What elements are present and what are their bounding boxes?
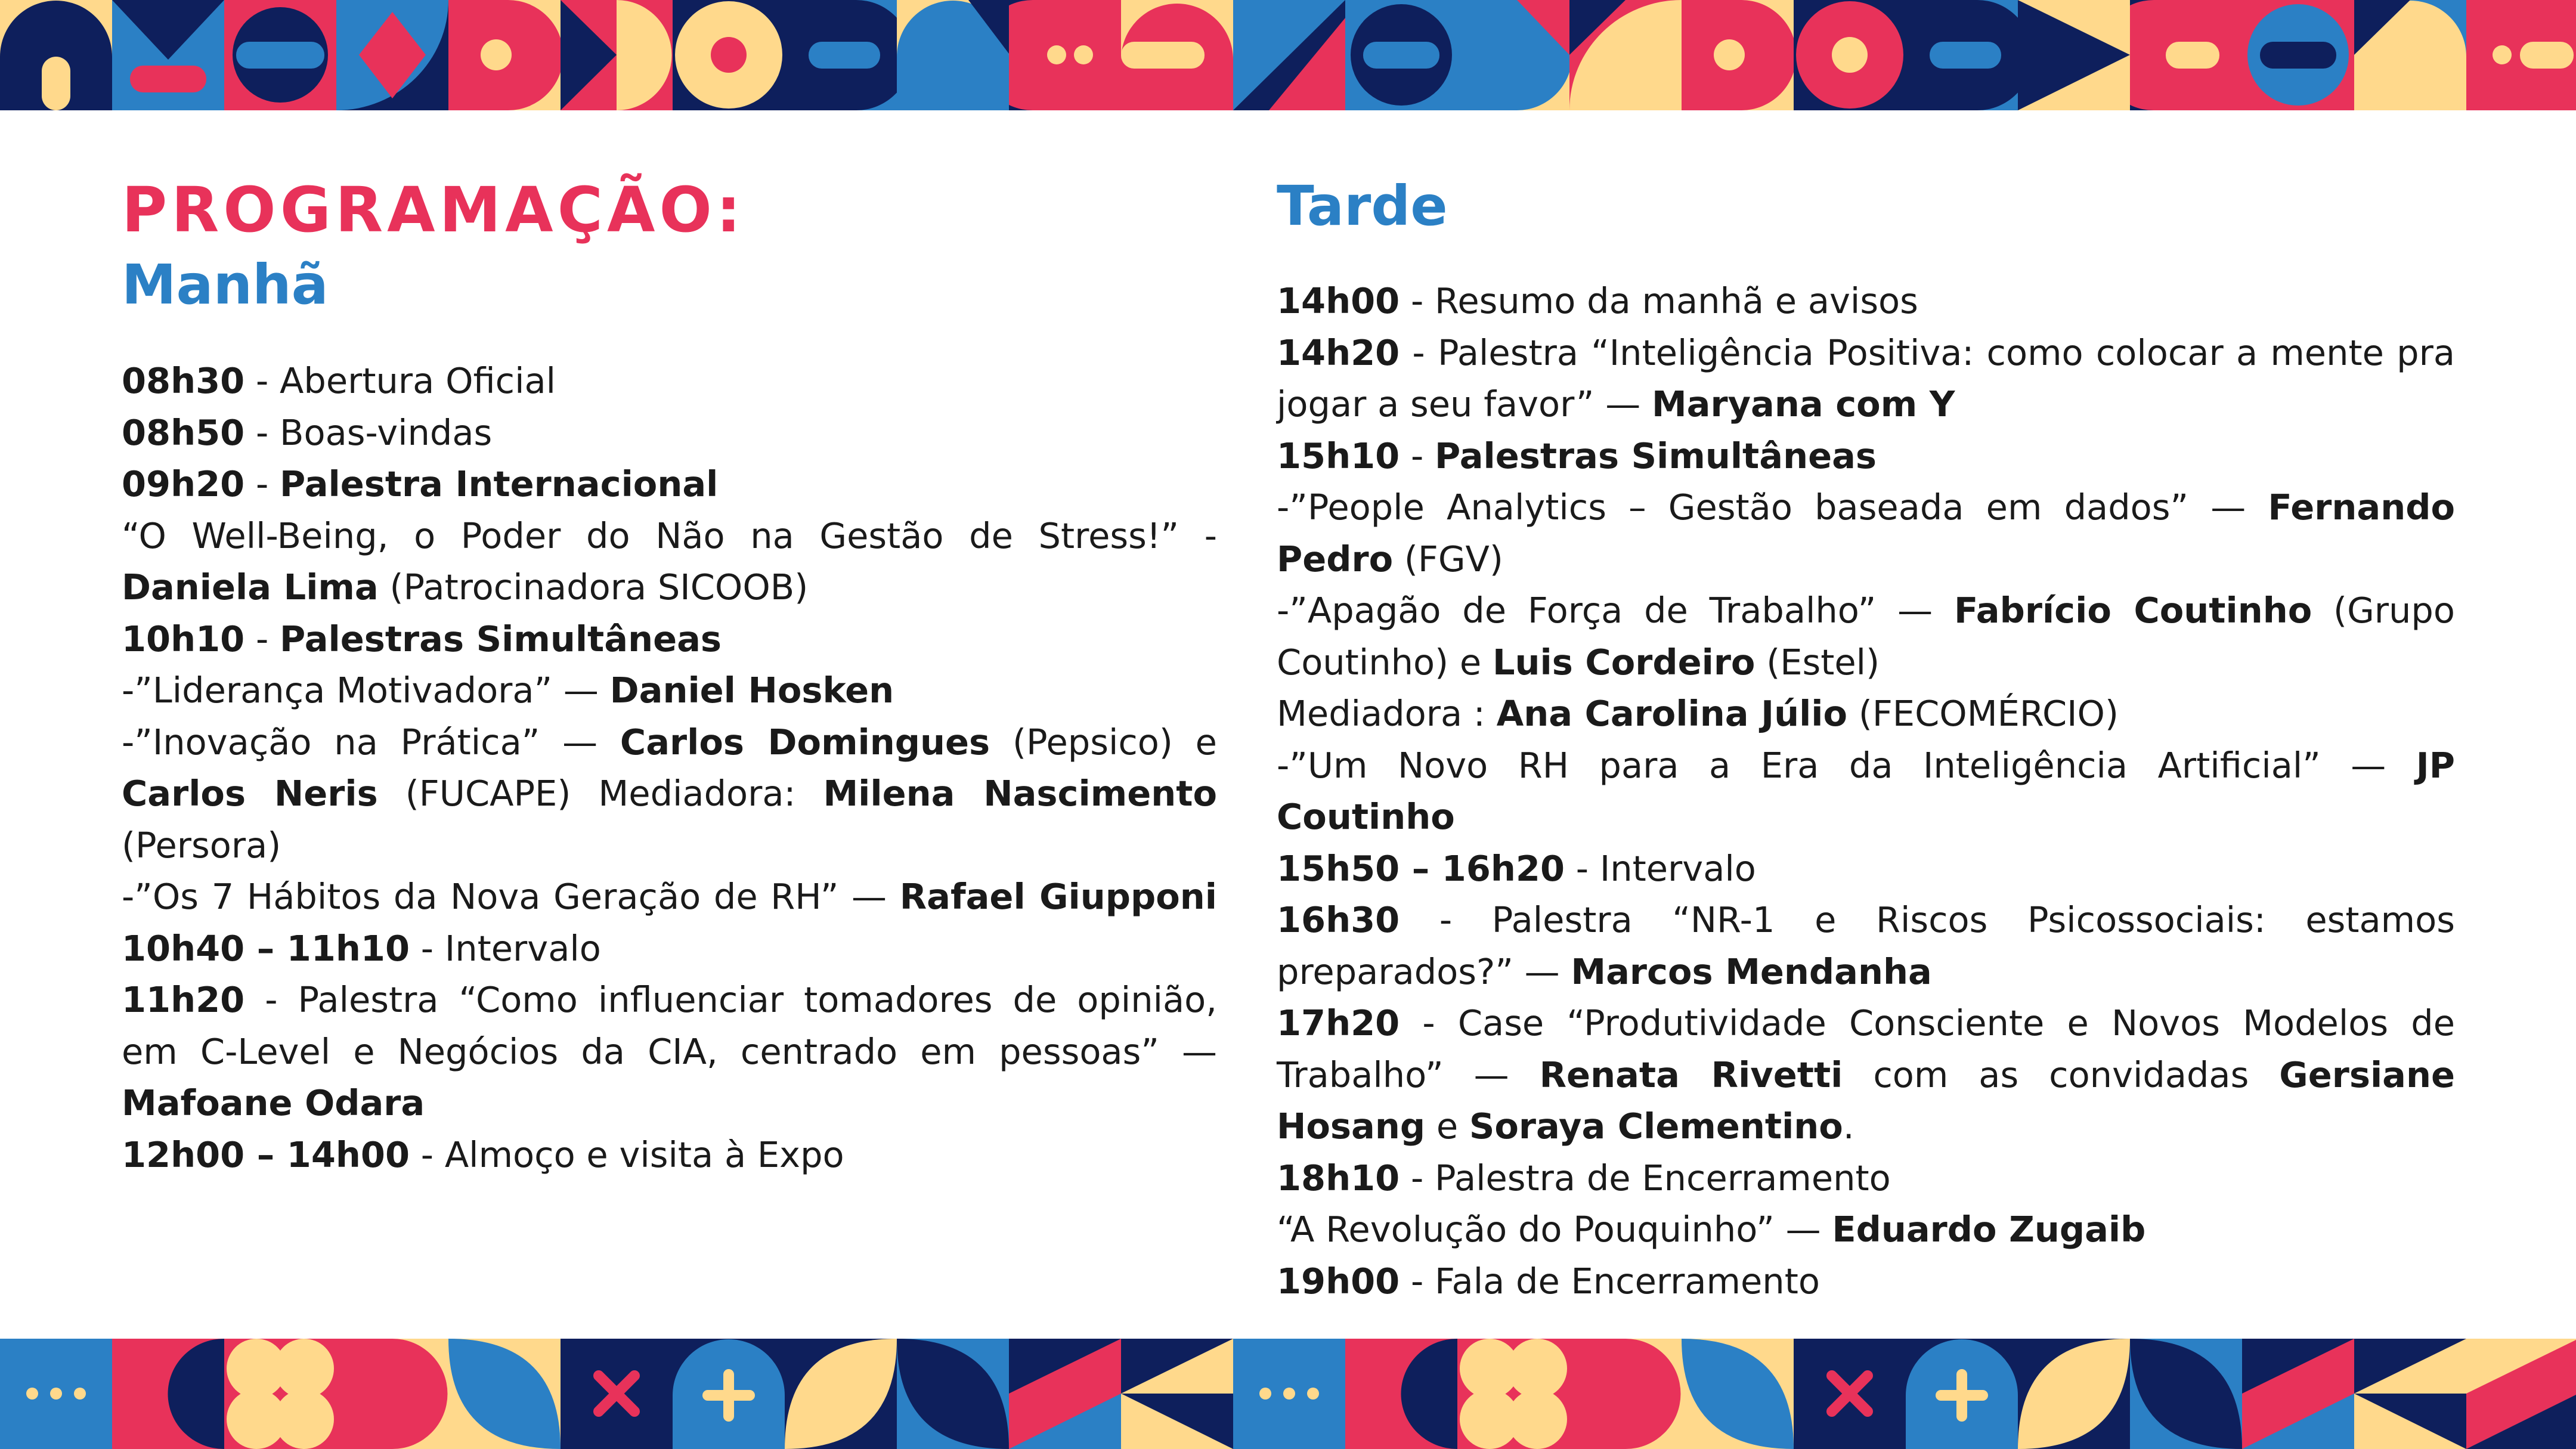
speaker-name: Renata Rivetti bbox=[1539, 1054, 1843, 1095]
bottom-decorative-band bbox=[0, 1339, 2576, 1449]
item-title: Palestras Simultâneas bbox=[280, 618, 722, 660]
moderator-label: Mediadora : bbox=[1277, 693, 1497, 734]
pattern-leaf-tile bbox=[448, 1339, 561, 1449]
talk-item bbox=[1277, 1204, 2455, 1256]
item-separator: - bbox=[1400, 435, 1435, 476]
speaker-org: (FUCAPE) Mediadora: bbox=[377, 773, 823, 814]
schedule-item bbox=[1277, 894, 2455, 998]
item-text: - Abertura Oficial bbox=[244, 360, 556, 401]
item-text: - Intervalo bbox=[1565, 847, 1756, 889]
pattern-circles-tile bbox=[224, 1339, 336, 1449]
pattern-arch-tile bbox=[897, 0, 1009, 110]
speaker-name: Mafoane Odara bbox=[122, 1082, 425, 1123]
schedule-item bbox=[122, 614, 1217, 665]
moderator-item bbox=[1277, 688, 2455, 740]
pattern-arch-tile bbox=[0, 0, 112, 110]
talk-title: -”Um Novo RH para a Era da Inteligência Artificial” — bbox=[1277, 744, 2416, 786]
item-time: 08h30 bbox=[122, 360, 245, 401]
pattern-triangle-tile bbox=[1121, 1339, 1233, 1449]
pattern-circles-tile bbox=[1457, 1339, 1569, 1449]
moderator-org: (FECOMÉRCIO) bbox=[1847, 693, 2119, 734]
item-title: Palestra Internacional bbox=[280, 463, 719, 504]
item-time: 14h00 bbox=[1277, 280, 1400, 321]
speaker-name: Carlos Neris bbox=[122, 773, 378, 814]
pattern-triangle-tile bbox=[1233, 0, 1345, 110]
item-text: e bbox=[1425, 1106, 1469, 1147]
morning-schedule bbox=[122, 355, 1217, 1181]
pattern-leaf-tile bbox=[2130, 1339, 2242, 1449]
speaker-name: Luis Cordeiro bbox=[1492, 641, 1755, 683]
speaker-name: Daniela Lima bbox=[122, 566, 379, 608]
schedule-item bbox=[122, 355, 1217, 407]
item-text: - Palestra de Encerramento bbox=[1400, 1157, 1891, 1199]
morning-heading: Manhã bbox=[122, 253, 329, 317]
pattern-dot-tile bbox=[448, 0, 561, 110]
pattern-triangle-tile bbox=[2354, 1339, 2466, 1449]
speaker-name: JP Coutinho bbox=[1277, 744, 2455, 837]
pattern-dots-tile bbox=[1009, 0, 1121, 110]
schedule-item bbox=[122, 1129, 1217, 1181]
talk-title: “A Revolução do Pouquinho” — bbox=[1277, 1209, 1832, 1250]
speaker-org: (FGV) bbox=[1393, 538, 1503, 580]
page-title: PROGRAMAÇÃO: bbox=[122, 174, 745, 246]
pattern-half-tile bbox=[1569, 1339, 1682, 1449]
speaker-org: (Patrocinadora SICOOB) bbox=[378, 566, 809, 608]
schedule-item bbox=[122, 459, 1217, 510]
talk-title: -”People Analytics – Gestão baseada em dados” — bbox=[1277, 487, 2268, 528]
item-time: 16h30 bbox=[1277, 899, 1400, 940]
schedule-item bbox=[1277, 1256, 2455, 1308]
times-icon bbox=[561, 1339, 673, 1449]
pattern-half-tile bbox=[112, 1339, 224, 1449]
pattern-half-tile bbox=[1457, 0, 1569, 110]
pattern-quarter-tile bbox=[1569, 0, 1682, 110]
pattern-triangle-tile bbox=[112, 0, 224, 110]
ellipsis-tile bbox=[1233, 1339, 1345, 1449]
item-text: - Fala de Encerramento bbox=[1400, 1260, 1820, 1302]
talk-item bbox=[122, 871, 1217, 923]
item-time: 19h00 bbox=[1277, 1260, 1400, 1302]
plus-icon bbox=[673, 1339, 785, 1449]
schedule-item bbox=[122, 407, 1217, 459]
item-text: - Palestra “NR-1 e Riscos Psicossociais: estamos preparados?” — bbox=[1277, 899, 2455, 992]
speaker-name: Rafael Giupponi bbox=[899, 876, 1217, 917]
item-text: - Case “Produtividade Consciente e Novos Modelos de Trabalho” — bbox=[1277, 1002, 2455, 1095]
speaker-name: Fabrício Coutinho bbox=[1953, 590, 2312, 631]
item-text: - Resumo da manhã e avisos bbox=[1400, 280, 1918, 321]
talk-item bbox=[122, 665, 1217, 717]
speaker-name: Marcos Mendanha bbox=[1571, 950, 1932, 992]
talk-item bbox=[1277, 740, 2455, 843]
schedule-item bbox=[122, 923, 1217, 975]
item-time: 14h20 bbox=[1277, 332, 1400, 373]
item-title: Palestras Simultâneas bbox=[1435, 435, 1877, 476]
moderator-name: Ana Carolina Júlio bbox=[1496, 693, 1848, 734]
speaker-name: Maryana com Y bbox=[1651, 383, 1955, 425]
schedule-item bbox=[1277, 327, 2455, 431]
pattern-pill-tile bbox=[2242, 0, 2354, 110]
pattern-leaf-tile bbox=[1682, 1339, 1794, 1449]
pattern-leaf-tile bbox=[897, 1339, 1009, 1449]
speaker-name: Carlos Domingues bbox=[620, 721, 990, 763]
item-text: . bbox=[1843, 1106, 1854, 1147]
pattern-arch-tile bbox=[2354, 0, 2466, 110]
times-icon bbox=[1794, 1339, 1906, 1449]
talk-item bbox=[1277, 482, 2455, 585]
item-text: - Palestra “Inteligência Positiva: como colocar a mente pra jogar a seu favor” — bbox=[1277, 332, 2455, 425]
plus-icon bbox=[1906, 1339, 2018, 1449]
talk-title: -”Apagão de Força de Trabalho” — bbox=[1277, 590, 1954, 631]
pattern-wave-tile bbox=[785, 0, 897, 110]
speaker-org: (Estel) bbox=[1755, 641, 1880, 683]
top-decorative-band bbox=[0, 0, 2576, 110]
item-time: 17h20 bbox=[1277, 1002, 1400, 1044]
pattern-leaf-tile bbox=[2018, 1339, 2130, 1449]
talk-title: “O Well-Being, o Poder do Não na Gestão de Stress!” - bbox=[122, 515, 1217, 556]
pattern-quarter-tile bbox=[336, 0, 448, 110]
item-time: 10h40 – 11h10 bbox=[122, 927, 410, 969]
item-separator: - bbox=[244, 463, 280, 504]
schedule-item bbox=[1277, 1153, 2455, 1205]
speaker-name: Soraya Clementino bbox=[1469, 1106, 1843, 1147]
item-separator: - bbox=[244, 618, 280, 660]
item-text: - Intervalo bbox=[410, 927, 601, 969]
pattern-pill-tile bbox=[1345, 0, 1457, 110]
speaker-org: (Pepsico) e bbox=[990, 721, 1217, 763]
pattern-triangle-tile bbox=[2242, 1339, 2354, 1449]
talk-item bbox=[122, 510, 1217, 614]
schedule-item bbox=[1277, 843, 2455, 895]
item-time: 08h50 bbox=[122, 411, 245, 453]
item-time: 12h00 – 14h00 bbox=[122, 1134, 410, 1175]
item-text: - Almoço e visita à Expo bbox=[410, 1134, 844, 1175]
pattern-pill-tile bbox=[1121, 0, 1233, 110]
afternoon-heading: Tarde bbox=[1277, 174, 1448, 238]
pattern-triangle-tile bbox=[1009, 1339, 1121, 1449]
pattern-circle-tile bbox=[673, 0, 785, 110]
pattern-wave-tile bbox=[1906, 0, 2018, 110]
speaker-org: (Grupo Coutinho) e bbox=[1277, 590, 2455, 683]
speaker-name: Eduardo Zugaib bbox=[1832, 1209, 2146, 1250]
item-time: 18h10 bbox=[1277, 1157, 1400, 1199]
afternoon-schedule bbox=[1277, 275, 2455, 1307]
item-time: 09h20 bbox=[122, 463, 245, 504]
moderator-name: Milena Nascimento bbox=[823, 773, 1217, 814]
pattern-circle-tile bbox=[1794, 0, 1906, 110]
moderator-org: (Persora) bbox=[122, 824, 281, 866]
pattern-triangle-tile bbox=[2018, 0, 2130, 110]
talk-title: -”Os 7 Hábitos da Nova Geração de RH” — bbox=[122, 876, 900, 917]
schedule-item bbox=[1277, 275, 2455, 327]
speaker-name: Gersiane Hosang bbox=[1277, 1054, 2455, 1147]
item-text: com as convidadas bbox=[1843, 1054, 2280, 1095]
pattern-half-tile bbox=[1345, 1339, 1457, 1449]
pattern-triangle-tile bbox=[2466, 1339, 2576, 1449]
pattern-pill-tile bbox=[224, 0, 336, 110]
item-time: 11h20 bbox=[122, 979, 245, 1020]
schedule-item bbox=[1277, 431, 2455, 482]
schedule-item bbox=[122, 974, 1217, 1129]
item-text: - Boas-vindas bbox=[244, 411, 493, 453]
ellipsis-tile bbox=[0, 1339, 112, 1449]
item-text: - Palestra “Como influenciar tomadores de opinião, em C-Level e Negócios da CIA, centrado em pessoas” — bbox=[122, 979, 1217, 1072]
item-time: 15h10 bbox=[1277, 435, 1400, 476]
schedule-item bbox=[1277, 998, 2455, 1153]
speaker-name: Daniel Hosken bbox=[609, 670, 894, 711]
pattern-dot-tile bbox=[1682, 0, 1794, 110]
item-time: 15h50 – 16h20 bbox=[1277, 847, 1565, 889]
item-time: 10h10 bbox=[122, 618, 245, 660]
speaker-name: Fernando Pedro bbox=[1277, 487, 2455, 580]
talk-title: -”Liderança Motivadora” — bbox=[122, 670, 610, 711]
pattern-dots-tile bbox=[2130, 0, 2242, 110]
pattern-half-tile bbox=[561, 0, 673, 110]
talk-item bbox=[1277, 585, 2455, 688]
talk-title: -”Inovação na Prática” — bbox=[122, 721, 620, 763]
talk-item bbox=[122, 717, 1217, 872]
pattern-dots-tile bbox=[2466, 0, 2576, 110]
pattern-half-tile bbox=[336, 1339, 448, 1449]
pattern-leaf-tile bbox=[785, 1339, 897, 1449]
